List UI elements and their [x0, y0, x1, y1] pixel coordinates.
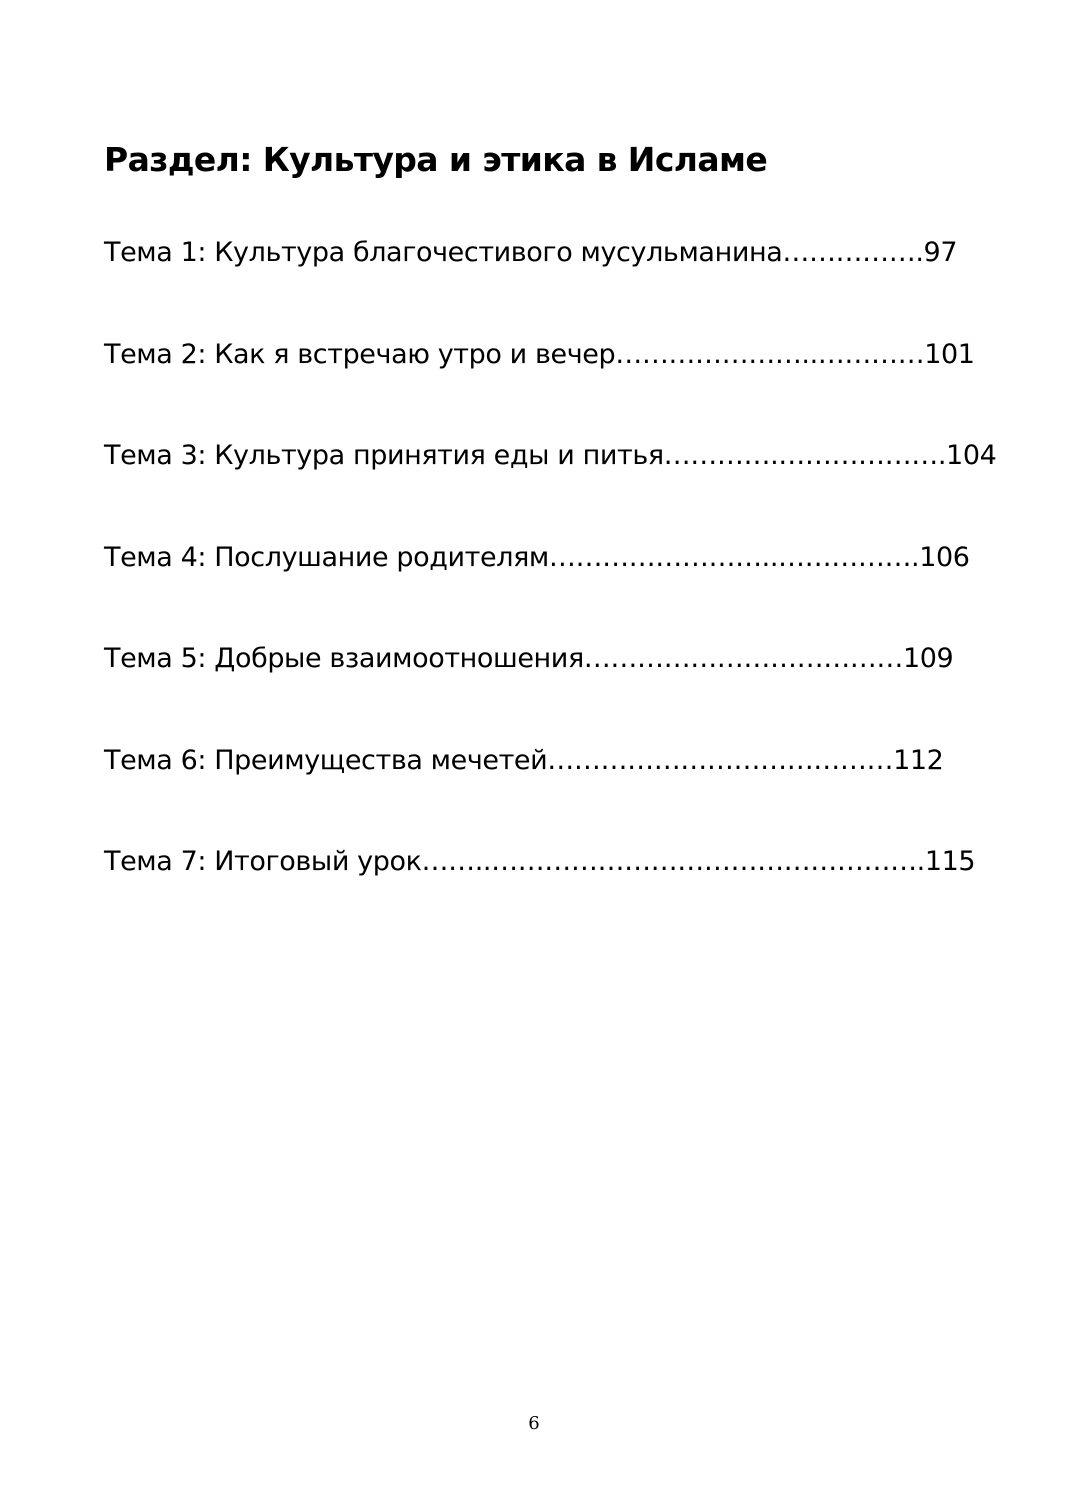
toc-entry-5: Тема 5: Добрые взаимоотношения………………………………109 [104, 643, 954, 674]
toc-entry-4: Тема 4: Послушание родителям……………………..…………….106 [104, 541, 970, 573]
section-title: Раздел: Культура и этика в Исламе [104, 140, 768, 179]
toc-entry-1: Тема 1: Культура благочестивого мусульманина…………….97 [104, 237, 958, 268]
page-number: 6 [528, 1413, 540, 1434]
toc-entry-6: Тема 6: Преимущества мечетей…………………………………112 [104, 744, 944, 776]
table-of-contents [104, 228, 996, 939]
toc-entry-7: Тема 7: Итоговый урок……..………………………………………….115 [104, 846, 976, 877]
toc-entry-3: Тема 3: Культура принятия еды и питья………….……………….104 [104, 440, 997, 471]
toc-entry-2: Тема 2: Как я встречаю утро и вечер…………………..…………101 [104, 338, 975, 370]
